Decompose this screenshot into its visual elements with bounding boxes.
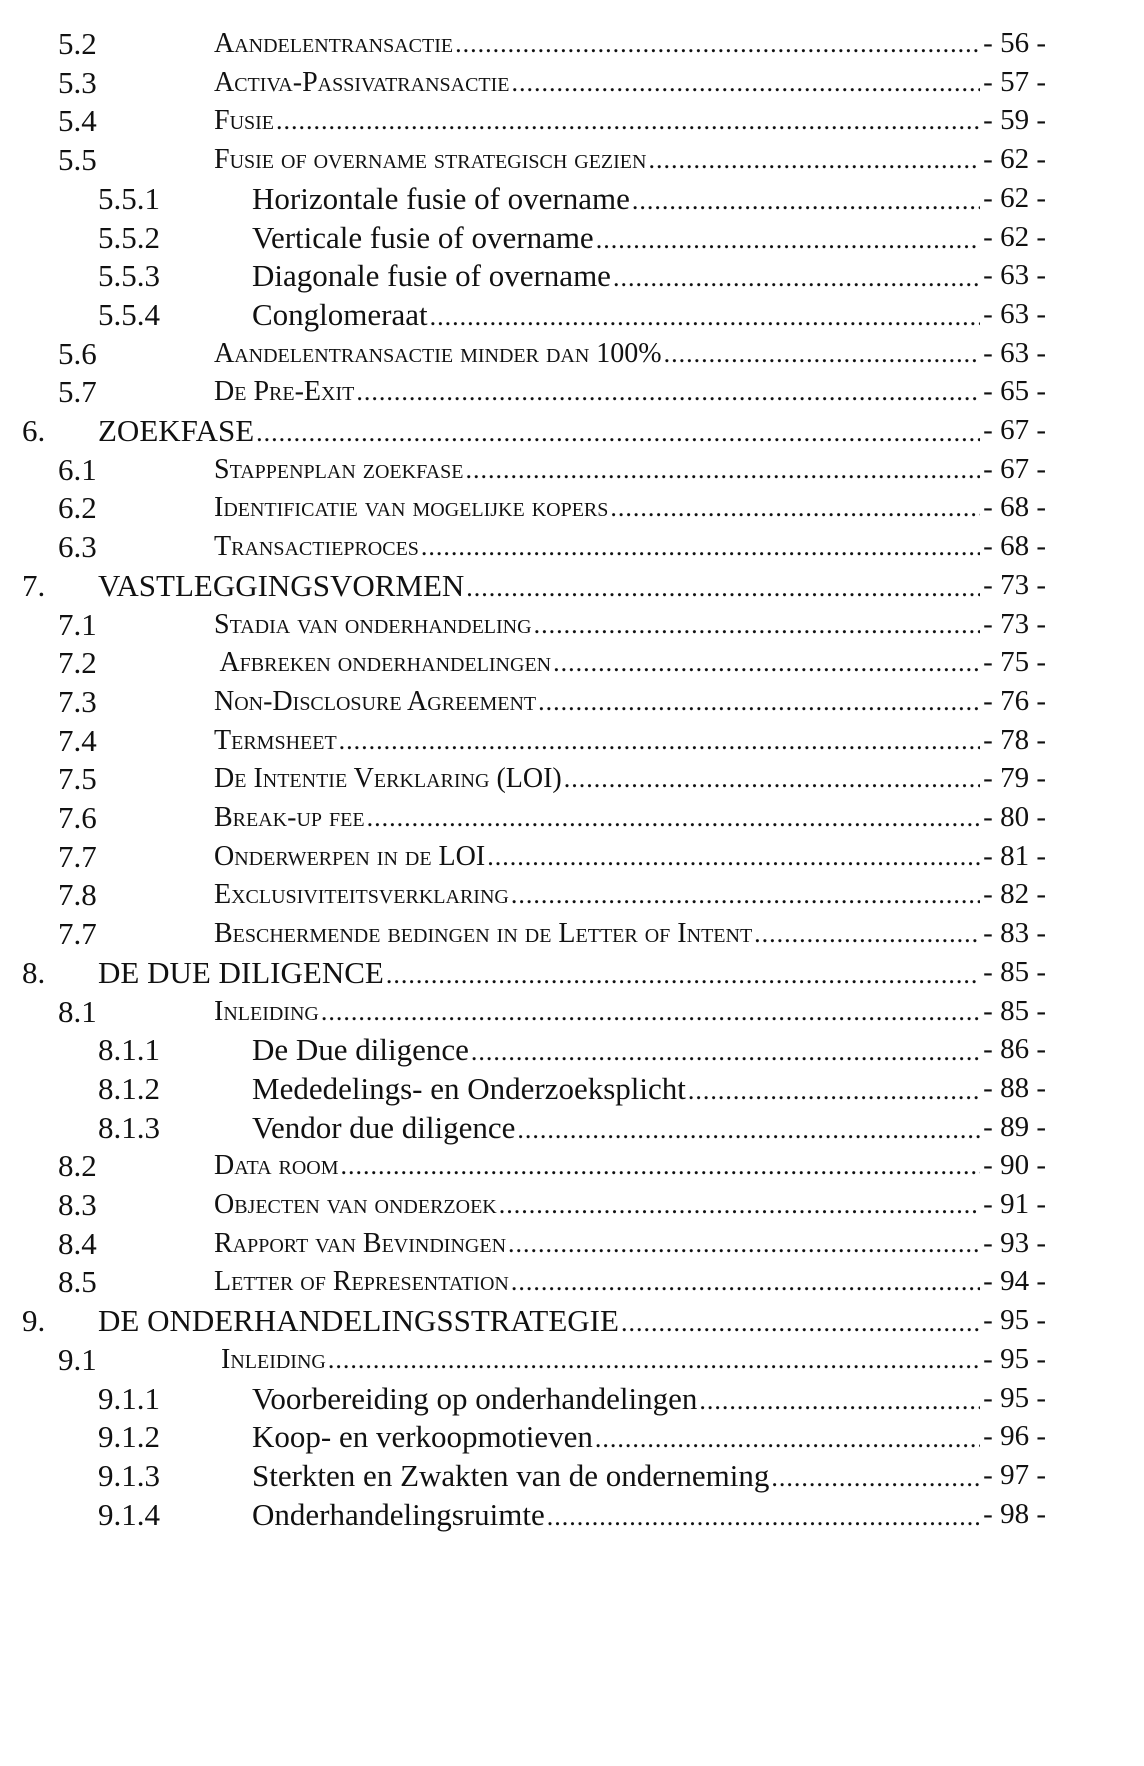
toc-entry-page: - 62 -: [980, 138, 1046, 181]
toc-entry-number: 7.8: [58, 877, 97, 913]
toc-entry-number: 5.2: [58, 26, 97, 61]
toc-entry[interactable]: [0, 603, 1144, 646]
toc-dot-leader: [455, 22, 980, 65]
toc-entry-title: Onderwerpen in de LOI: [214, 840, 486, 872]
toc-entry[interactable]: [0, 951, 1144, 994]
toc-entry-title: Aandelentransactie: [214, 28, 454, 59]
toc-entry-page: - 68 -: [980, 486, 1046, 529]
toc-entry[interactable]: [0, 177, 1144, 220]
toc-dot-leader: [648, 138, 980, 181]
toc-entry-page: - 89 -: [980, 1106, 1046, 1149]
toc-entry-title-wrap: [214, 873, 980, 916]
toc-entry[interactable]: [0, 835, 1144, 878]
toc-entry[interactable]: [0, 99, 1144, 142]
toc-entry[interactable]: [0, 719, 1144, 762]
toc-entry-title: Mededelings- en Onderzoeksplicht: [252, 1070, 686, 1106]
toc-entry[interactable]: [0, 409, 1144, 452]
toc-entry[interactable]: [0, 332, 1144, 375]
toc-entry-title: Objecten van onderzoek: [214, 1189, 497, 1220]
toc-dot-leader: [511, 1260, 980, 1303]
toc-entry[interactable]: [0, 990, 1144, 1033]
toc-entry-page: - 62 -: [980, 177, 1046, 220]
toc-entry-number: 9.1.4: [98, 1496, 160, 1532]
toc-entry-number: 5.7: [58, 374, 97, 410]
toc-entry-page: - 95 -: [980, 1338, 1046, 1381]
toc-entry-page: - 80 -: [980, 796, 1046, 839]
toc-entry-title-wrap: [214, 835, 980, 878]
toc-entry-title: Transactieproces: [214, 531, 419, 563]
toc-entry[interactable]: [0, 1415, 1144, 1458]
toc-entry-page: - 63 -: [980, 254, 1046, 297]
toc-entry-page: - 82 -: [980, 873, 1046, 916]
toc-entry-number: 8.1: [58, 993, 97, 1029]
toc-entry-title-wrap: [214, 99, 980, 142]
toc-entry-title: VASTLEGGINGSVORMEN: [98, 567, 465, 603]
toc-entry-page: - 81 -: [980, 835, 1046, 878]
toc-dot-leader: [508, 1222, 980, 1265]
toc-entry-number: 7.2: [58, 645, 97, 681]
toc-entry-title: Aandelentransactie minder dan 100%: [214, 337, 662, 369]
toc-entry-page: - 95 -: [980, 1377, 1046, 1420]
toc-entry-page: - 63 -: [980, 332, 1046, 375]
toc-entry-number: 7.6: [58, 800, 97, 835]
toc-dot-leader: [339, 719, 980, 762]
toc-entry-title: Letter of Representation: [214, 1266, 509, 1298]
toc-entry-title-wrap: [214, 1260, 980, 1303]
toc-dot-leader: [534, 603, 980, 646]
toc-entry-title: Data room: [214, 1150, 339, 1182]
toc-entry-title: De Pre-Exit: [214, 376, 355, 408]
toc-entry-title-wrap: [214, 757, 980, 800]
toc-entry-title-wrap: [252, 1493, 980, 1538]
toc-dot-leader: [328, 1338, 980, 1381]
toc-entry-title: Vendor due diligence: [252, 1109, 516, 1145]
toc-entry-page: - 97 -: [980, 1454, 1046, 1497]
toc-entry-page: - 90 -: [980, 1144, 1046, 1187]
toc-entry-title-wrap: [214, 448, 980, 491]
toc-entry-title-wrap: [214, 61, 980, 104]
toc-entry-number: 6.2: [58, 490, 97, 526]
toc-entry-page: - 63 -: [980, 293, 1046, 336]
toc-entry-title-wrap: [214, 22, 980, 65]
toc-entry-title: Afbreken onderhandelingen: [214, 647, 552, 679]
toc-entry-page: - 98 -: [980, 1493, 1046, 1536]
toc-entry-title: Non-Disclosure Agreement: [214, 685, 537, 717]
toc-entry[interactable]: [0, 873, 1144, 916]
toc-dot-leader: [421, 525, 980, 568]
toc-entry[interactable]: [0, 22, 1144, 65]
toc-entry-page: - 93 -: [980, 1222, 1046, 1265]
toc-entry-number: 5.5.1: [98, 180, 160, 216]
toc-entry-page: - 94 -: [980, 1260, 1046, 1303]
toc-entry-title-wrap: [214, 1144, 980, 1187]
toc-entry-number: 5.5.3: [98, 258, 160, 294]
toc-entry[interactable]: [0, 912, 1144, 955]
toc-entry-title: Stappenplan zoekfase: [214, 453, 464, 485]
toc-entry[interactable]: [0, 1067, 1144, 1110]
toc-entry[interactable]: [0, 216, 1144, 259]
toc-entry[interactable]: [0, 796, 1144, 839]
toc-entry-number: 8.: [22, 954, 46, 990]
toc-entry[interactable]: [0, 1222, 1144, 1265]
toc-entry-title: Fusie: [214, 105, 275, 137]
toc-entry-title-wrap: [214, 332, 980, 375]
toc-entry-title-wrap: [214, 1183, 980, 1226]
toc-entry-title: Verticale fusie of overname: [252, 219, 594, 255]
toc-entry-title-wrap: [214, 680, 980, 723]
toc-dot-leader: [538, 680, 980, 723]
toc-entry-number: 7.7: [58, 916, 97, 952]
toc-dot-leader: [276, 99, 980, 142]
toc-entry-number: 5.5: [58, 142, 97, 178]
toc-entry-title-wrap: [214, 1222, 980, 1265]
toc-entry-page: - 62 -: [980, 216, 1046, 259]
toc-entry-number: 9.1.3: [98, 1457, 160, 1493]
toc-entry[interactable]: [0, 1028, 1144, 1071]
toc-entry-number: 8.1.1: [98, 1032, 160, 1068]
toc-entry-title: Onderhandelingsruimte: [252, 1496, 545, 1532]
toc-entry[interactable]: [0, 1106, 1144, 1149]
toc-entry-number: 7.: [22, 567, 46, 603]
toc-entry-page: - 65 -: [980, 370, 1046, 413]
toc-entry[interactable]: [0, 564, 1144, 607]
toc-dot-leader: [664, 332, 980, 375]
toc-dot-leader: [553, 641, 980, 684]
toc-dot-leader: [466, 448, 980, 491]
toc-entry[interactable]: [0, 1454, 1144, 1497]
toc-entry-title-wrap: [214, 641, 980, 684]
toc-entry-number: 8.4: [58, 1225, 97, 1261]
toc-entry[interactable]: [0, 254, 1144, 297]
toc-entry[interactable]: [0, 680, 1144, 723]
toc-entry-page: - 59 -: [980, 99, 1046, 142]
toc-entry[interactable]: [0, 525, 1144, 568]
toc-entry-number: 7.4: [58, 722, 97, 758]
toc-entry-title-wrap: [214, 370, 980, 413]
toc-entry-number: 5.4: [58, 103, 97, 139]
toc-entry-title: ZOEKFASE: [98, 413, 255, 448]
toc-entry-number: 8.5: [58, 1264, 97, 1300]
toc-entry-number: 9.1.1: [98, 1380, 160, 1416]
toc-entry-title: Rapport van Bevindingen: [214, 1227, 507, 1259]
toc-entry-title: Exclusiviteitsverklaring: [214, 879, 509, 911]
toc-entry-number: 8.3: [58, 1187, 97, 1222]
toc-entry-page: - 57 -: [980, 61, 1046, 104]
toc-entry-title-wrap: [214, 1338, 980, 1381]
toc-entry-page: - 88 -: [980, 1067, 1046, 1110]
toc-entry-number: 6.: [22, 413, 46, 448]
toc-entry-title: Conglomeraat: [252, 296, 428, 332]
toc-entry[interactable]: [0, 1260, 1144, 1303]
toc-entry-page: - 85 -: [980, 951, 1046, 994]
toc-entry-title: Diagonale fusie of overname: [252, 258, 611, 294]
toc-entry-title-wrap: [214, 796, 980, 839]
toc-entry-number: 8.1.2: [98, 1070, 160, 1106]
toc-entry-title-wrap: [214, 486, 980, 529]
toc-dot-leader: [564, 757, 980, 800]
toc-entry[interactable]: [0, 1338, 1144, 1381]
toc-entry-title: DE ONDERHANDELINGSSTRATEGIE: [98, 1303, 619, 1339]
toc-entry-title: Inleiding: [214, 995, 319, 1027]
toc-entry[interactable]: [0, 1144, 1144, 1187]
toc-dot-leader: [367, 796, 980, 839]
toc-entry-number: 7.3: [58, 683, 97, 719]
toc-entry-page: - 95 -: [980, 1299, 1046, 1342]
toc-entry-title-wrap: [214, 912, 980, 955]
toc-dot-leader: [487, 835, 980, 878]
toc-entry-number: 5.5.2: [98, 219, 160, 255]
toc-entry-page: - 56 -: [980, 22, 1046, 65]
toc-entry-title: DE DUE DILIGENCE: [98, 954, 384, 990]
toc-entry-title: Fusie of overname strategisch gezien: [214, 144, 647, 176]
toc-entry-number: 9.1: [58, 1341, 97, 1377]
toc-dot-leader: [356, 370, 980, 413]
toc-entry-number: 6.1: [58, 451, 97, 487]
toc-entry[interactable]: [0, 370, 1144, 413]
toc-entry-title: De Intentie Verklaring (LOI): [214, 763, 562, 795]
toc-entry-number: 7.1: [58, 606, 97, 642]
toc-entry-number: 7.7: [58, 838, 97, 874]
toc-entry-page: - 67 -: [980, 409, 1046, 452]
toc-entry-title-wrap: [214, 138, 980, 181]
toc-entry-number: 7.5: [58, 761, 97, 797]
toc-entry-title: Inleiding: [214, 1343, 326, 1375]
toc-dot-leader: [511, 873, 980, 916]
toc-entry-title-wrap: [214, 525, 980, 568]
toc-entry-number: 8.1.3: [98, 1109, 160, 1145]
toc-entry-page: - 75 -: [980, 641, 1046, 684]
toc-entry-page: - 73 -: [980, 603, 1046, 646]
toc-entry[interactable]: [0, 138, 1144, 181]
toc-entry-page: - 76 -: [980, 680, 1046, 723]
toc-entry-title: Horizontale fusie of overname: [252, 180, 630, 216]
toc-entry-title: Identificatie van mogelijke kopers: [214, 492, 609, 524]
toc-entry-number: 5.3: [58, 64, 97, 100]
toc-entry-title-wrap: [214, 603, 980, 646]
toc-entry-title: Activa-Passivatransactie: [214, 66, 510, 98]
toc-entry[interactable]: [0, 1299, 1144, 1342]
toc-entry[interactable]: [0, 1183, 1144, 1226]
toc-entry[interactable]: [0, 293, 1144, 336]
toc-dot-leader: [499, 1183, 980, 1226]
toc-dot-leader: [610, 486, 980, 529]
toc-entry-page: - 68 -: [980, 525, 1046, 568]
toc-entry-title: Voorbereiding op onderhandelingen: [252, 1380, 698, 1416]
toc-entry[interactable]: [0, 757, 1144, 800]
toc-entry-page: - 79 -: [980, 757, 1046, 800]
toc-entry-number: 9.1.2: [98, 1419, 160, 1455]
toc-entry-title: Sterkten en Zwakten van de onderneming: [252, 1457, 770, 1493]
toc-entry-page: - 91 -: [980, 1183, 1046, 1226]
toc-entry[interactable]: [0, 1493, 1144, 1536]
toc-entry[interactable]: [0, 1377, 1144, 1420]
toc-dot-leader: [547, 1495, 980, 1538]
toc-entry-title: Beschermende bedingen in de Letter of Intent: [214, 918, 753, 950]
toc-entry-number: 6.3: [58, 529, 97, 565]
toc-entry-title: De Due diligence: [252, 1032, 469, 1068]
toc-entry-page: - 96 -: [980, 1415, 1046, 1458]
toc-entry[interactable]: [0, 486, 1144, 529]
toc-entry-title: Break-up fee: [214, 802, 365, 833]
toc-entry-title: Koop- en verkoopmotieven: [252, 1419, 593, 1455]
toc-dot-leader: [341, 1144, 980, 1187]
toc-entry-page: - 85 -: [980, 990, 1046, 1033]
toc-entry-number: 8.2: [58, 1148, 97, 1184]
toc-entry[interactable]: [0, 448, 1144, 491]
toc-entry-number: 9.: [22, 1303, 46, 1339]
toc-entry-title-wrap: [214, 990, 980, 1033]
toc-entry[interactable]: [0, 641, 1144, 684]
toc-entry-page: - 86 -: [980, 1028, 1046, 1071]
toc-entry-page: - 83 -: [980, 912, 1046, 955]
toc-dot-leader: [321, 990, 980, 1033]
toc-entry-page: - 73 -: [980, 564, 1046, 607]
toc-entry-number: 5.6: [58, 335, 97, 371]
toc-entry-title-wrap: [214, 719, 980, 762]
toc-entry-number: 5.5.4: [98, 296, 160, 332]
toc-entry[interactable]: [0, 61, 1144, 104]
toc-entry-title: Termsheet: [214, 724, 337, 756]
toc-entry-title: Stadia van onderhandeling: [214, 608, 532, 640]
toc-entry-page: - 78 -: [980, 719, 1046, 762]
toc-dot-leader: [754, 912, 980, 955]
toc-dot-leader: [512, 61, 980, 104]
toc-entry-page: - 67 -: [980, 448, 1046, 491]
